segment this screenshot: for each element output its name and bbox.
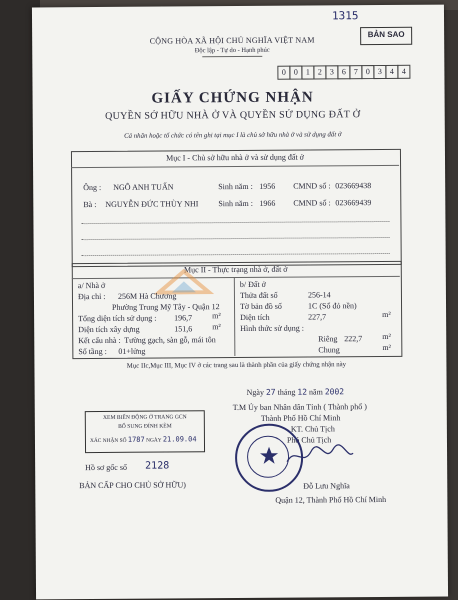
house-total-area-unit: m²	[212, 311, 221, 321]
owner2-birth-label: Sinh năm :	[218, 198, 254, 209]
land-map: 1C (Sổ đỏ nền)	[307, 301, 357, 311]
owner1-id-label: CMND số :	[293, 181, 331, 191]
land-area-label: Diện tích	[240, 312, 270, 322]
section2-heading: Mục II - Thực trạng nhà ở, đất ở	[183, 264, 288, 275]
nation-motto: Độc lập - Tự do - Hạnh phúc	[194, 46, 270, 55]
house-address2: Phường Trung Mỹ Tây - Quận 12	[112, 302, 220, 312]
date-line	[247, 387, 344, 397]
change-stamp-no-label: XÁC NHẬN SỐ	[89, 437, 127, 445]
top-number: 1315	[331, 9, 359, 23]
copy-stamp-label: BẢN SAO	[367, 29, 405, 40]
house-total-area-label: Tổng diện tích sử dụng :	[78, 313, 157, 324]
land-area-unit: m²	[382, 309, 391, 320]
issued-to: BẢN CẤP CHO CHỦ SỞ HỮU)	[79, 480, 186, 491]
land-parcel-label: Thửa đất số	[239, 290, 278, 301]
serial-digit: 4	[397, 65, 410, 79]
owner2-birth: 1966	[259, 198, 276, 208]
change-stamp-line3	[90, 435, 197, 444]
date-month: 12	[297, 387, 308, 397]
certificate-title: GIẤY CHỨNG NHẬN	[151, 89, 314, 107]
owner2-id-label: CMND số :	[293, 198, 331, 208]
date-year-label: năm	[308, 387, 323, 397]
owner1-birth-label: Sinh năm :	[218, 181, 253, 192]
nation-header: CỘNG HÒA XÃ HỘI CHỦ NGHĨA VIỆT NAM	[149, 35, 315, 46]
change-stamp-date: 21.09.04	[162, 435, 197, 444]
serial-digit: 2	[313, 65, 326, 79]
serial-digit: 3	[325, 65, 338, 79]
official-seal	[235, 424, 303, 492]
section-note: Mục IIc,Mục III, Mục IV ở các trang sau là thành phần của giấy chứng nhận này	[126, 361, 347, 370]
certificate-note: Cá nhân hoặc tổ chức có tên ghi tại mục I là chủ sở hữu nhà ở và sử dụng đất ở	[124, 131, 342, 140]
signer-name: Đỗ Lưu Nghĩa	[303, 481, 350, 491]
record-label: Hồ sơ gốc số	[85, 462, 127, 473]
date-day-label: Ngày	[246, 387, 264, 397]
house-floors: 01+lửng	[118, 346, 146, 356]
land-private-unit: m²	[382, 331, 391, 342]
house-total-area: 196,7	[174, 313, 193, 323]
serial-digit: 3	[373, 65, 386, 79]
change-stamp-box	[85, 410, 205, 453]
owner2-prefix: Bà :	[83, 200, 97, 210]
copy-stamp	[360, 27, 412, 45]
section1-heading: Mục I - Chủ sở hữu nhà ở và sử dụng đất ở	[166, 152, 304, 163]
record-value: 2128	[145, 460, 170, 472]
date-day: 27	[265, 387, 276, 397]
serial-digit: 6	[337, 65, 350, 79]
authority-line2: Thành Phố Hồ Chí Minh	[260, 413, 341, 423]
authority-location: Quận 12, Thành Phố Hồ Chí Minh	[275, 494, 387, 505]
date-month-label: tháng	[277, 387, 296, 397]
land-private-label: Riêng	[318, 334, 338, 344]
motto-underline	[202, 56, 262, 57]
land-parcel: 256-14	[307, 290, 331, 300]
owner1-prefix: Ông :	[83, 182, 102, 193]
house-address-label: Địa chỉ :	[77, 291, 106, 302]
serial-digit: 7	[349, 65, 362, 79]
land-shared-label: Chung	[318, 345, 340, 355]
owner1-name: NGÔ ANH TUẤN	[113, 182, 174, 192]
serial-digit: 1	[301, 65, 314, 79]
authority-line4: Phó Chủ Tịch	[286, 435, 332, 445]
house-structure: Tường gạch, sàn gỗ, mái tôn	[124, 335, 216, 345]
house-structure-label: Kết cấu nhà :	[78, 335, 121, 346]
serial-digit: 0	[277, 66, 290, 80]
land-private: 222,7	[344, 334, 363, 344]
change-stamp-line1: XEM BIẾN ĐỘNG Ở TRANG GCN	[102, 414, 187, 421]
change-stamp-line2: BỔ SUNG ĐÍNH KÈM	[118, 423, 172, 430]
serial-number	[278, 61, 410, 80]
land-use-label: Hình thức sử dụng :	[240, 323, 304, 333]
owner2-id: 023669439	[335, 198, 372, 208]
house-title: a/ Nhà ở	[77, 280, 106, 291]
change-stamp-no: 1787	[127, 435, 145, 444]
change-stamp-date-label: NGÀY	[146, 437, 162, 444]
serial-digit: 4	[385, 65, 398, 79]
house-built-area-label: Diện tích xây dựng	[78, 324, 140, 335]
house-address1: 256M Hà Chương	[117, 291, 177, 301]
star-emblem-icon	[259, 446, 279, 466]
serial-digit: 0	[289, 66, 302, 80]
land-area: 227,7	[308, 312, 327, 322]
owner2-name: NGUYỄN ĐỨC THÙY NHI	[105, 199, 199, 209]
date-year: 2002	[324, 387, 345, 397]
certificate-subtitle: QUYỀN SỞ HỮU NHÀ Ở VÀ QUYỀN SỬ DỤNG ĐẤT Ở	[105, 109, 361, 122]
land-shared-unit: m²	[382, 342, 391, 353]
serial-digit: 0	[361, 65, 374, 79]
land-map-label: Tờ bản đồ số	[240, 301, 282, 311]
certificate-paper	[32, 5, 448, 600]
owner1-birth: 1956	[259, 181, 276, 191]
house-built-area: 151,6	[174, 324, 193, 334]
owner1-id: 023669438	[335, 181, 372, 191]
land-title: b/ Đất ở	[239, 279, 266, 290]
house-floors-label: Số tầng :	[78, 346, 107, 357]
authority-line1: T.M Ủy ban Nhân dân Tỉnh ( Thành phố )	[232, 402, 367, 413]
house-built-area-unit: m²	[212, 322, 221, 332]
authority-line3: KT. Chủ Tịch	[290, 424, 335, 434]
